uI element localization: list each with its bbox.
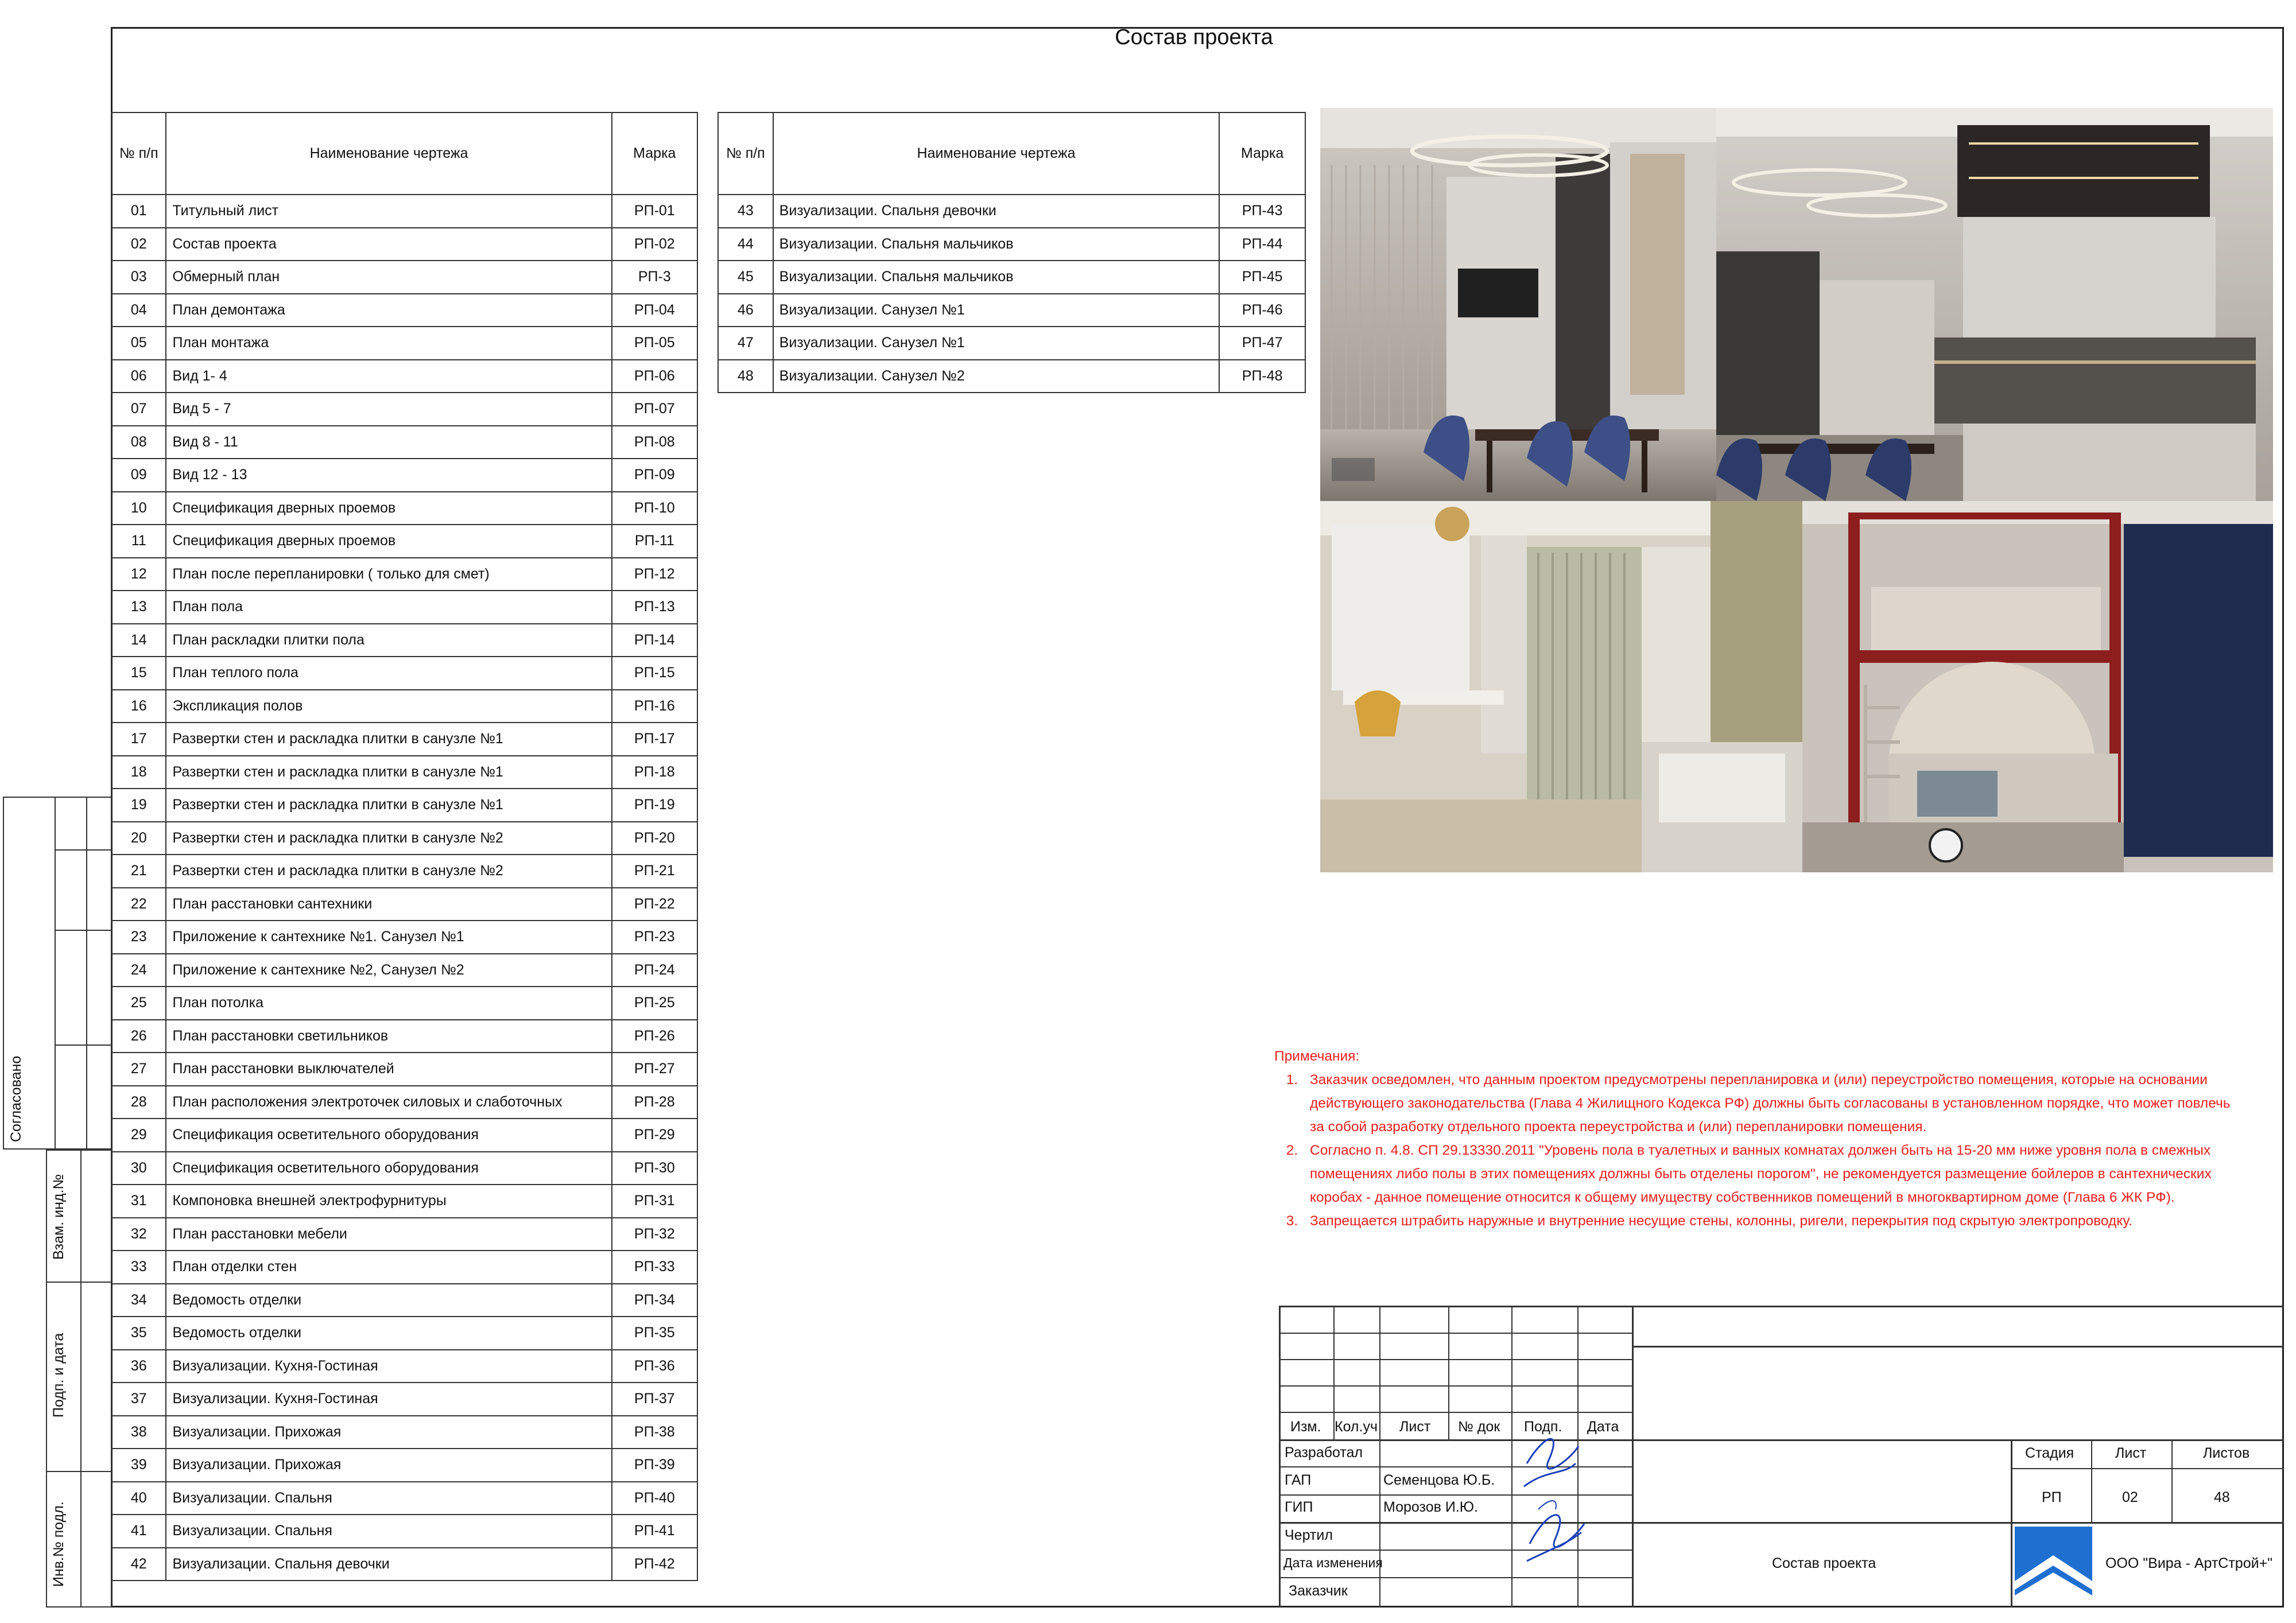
table-row <box>718 327 1305 360</box>
row-mark: РП-12 <box>612 558 697 591</box>
table-row <box>111 624 697 657</box>
row-name: Визуализации. Санузел №2 <box>773 360 1220 393</box>
table-row <box>111 1449 697 1482</box>
row-name: Развертки стен и раскладка плитки в санузле №1 <box>166 789 611 822</box>
table-row <box>718 261 1305 294</box>
table-row <box>111 1416 697 1449</box>
table-row <box>111 1218 697 1251</box>
row-number: 27 <box>111 1053 166 1086</box>
col-header-num: № п/п <box>111 112 166 195</box>
table-row <box>111 195 697 228</box>
col-header-name: Наименование чертежа <box>773 112 1220 195</box>
note-text: помещениях либо полы в этих помещениях должны быть отделены порогом", не рекомендуется размещение бойлеров в сантехнических <box>1310 1166 2212 1182</box>
row-number: 39 <box>111 1449 166 1482</box>
row-name: Спецификация осветительного оборудования <box>166 1119 611 1152</box>
note-line <box>1274 1186 2262 1209</box>
table-row <box>111 1383 697 1416</box>
stamp-rule <box>1632 1346 2284 1348</box>
note-text: Согласно п. 4.8. СП 29.13330.2011 "Уровень пола в туалетных и ванных комнатах должен быть на 15-20 мм ниже уровня пола в смежных <box>1310 1143 2211 1158</box>
table-row <box>111 921 697 954</box>
row-number: 40 <box>111 1482 166 1515</box>
row-name: Развертки стен и раскладка плитки в санузле №2 <box>166 822 611 855</box>
row-name: Развертки стен и раскладка плитки в санузле №2 <box>166 855 611 888</box>
row-number: 02 <box>111 228 166 261</box>
row-number: 12 <box>111 558 166 591</box>
row-mark: РП-30 <box>612 1152 697 1185</box>
row-number: 32 <box>111 1218 166 1251</box>
row-mark: РП-37 <box>612 1383 697 1416</box>
row-number: 33 <box>111 1251 166 1284</box>
row-number: 24 <box>111 954 166 987</box>
row-number: 15 <box>111 657 166 690</box>
row-number: 11 <box>111 525 166 558</box>
row-mark: РП-21 <box>612 855 697 888</box>
col-header-num: № п/п <box>718 112 773 195</box>
row-mark: РП-08 <box>612 426 697 459</box>
stamp-rule <box>1448 1306 1449 1439</box>
boys-bedroom-render <box>1802 501 2273 872</box>
note-number <box>1274 1162 1310 1186</box>
row-mark: РП-40 <box>612 1482 697 1515</box>
agreement-divider <box>55 930 112 931</box>
row-number: 16 <box>111 690 166 723</box>
stamp-rule <box>2171 1439 2173 1524</box>
row-number: 01 <box>111 195 166 228</box>
row-mark: РП-20 <box>612 822 697 855</box>
table-row <box>111 855 697 888</box>
note-line <box>1274 1139 2262 1162</box>
stamp-header-podp: Подп. <box>1524 1419 1562 1435</box>
row-number: 09 <box>111 459 166 492</box>
row-mark: РП-10 <box>612 492 697 525</box>
drawings-table-left <box>111 112 698 1581</box>
note-line <box>1274 1092 2262 1115</box>
row-name: Спецификация дверных проемов <box>166 525 611 558</box>
row-mark: РП-13 <box>612 591 697 624</box>
row-mark: РП-36 <box>612 1350 697 1383</box>
row-name: План после перепланировки ( только для смет) <box>166 558 611 591</box>
table-header-row <box>111 112 697 195</box>
row-mark: РП-46 <box>1219 294 1305 327</box>
row-mark: РП-41 <box>612 1515 697 1548</box>
row-number: 18 <box>111 756 166 789</box>
notes-block <box>1274 1045 2262 1233</box>
row-name: Вид 1- 4 <box>166 360 611 393</box>
table-row <box>111 294 697 327</box>
row-mark: РП-17 <box>612 723 697 756</box>
row-mark: РП-24 <box>612 954 697 987</box>
row-name: Визуализации. Санузел №1 <box>773 327 1220 360</box>
sheets-value: 48 <box>2214 1489 2230 1505</box>
agreement-divider <box>55 849 112 851</box>
table-row <box>111 987 697 1020</box>
role-customer: Заказчик <box>1289 1583 1348 1599</box>
drawings-table-right <box>718 112 1306 393</box>
row-mark: РП-26 <box>612 1020 697 1053</box>
row-name: Ведомость отделки <box>166 1284 611 1317</box>
row-name: Визуализации. Прихожая <box>166 1449 611 1482</box>
row-name: План расстановки сантехники <box>166 888 611 921</box>
row-mark: РП-25 <box>612 987 697 1020</box>
col-header-name: Наименование чертежа <box>166 112 611 195</box>
inv-original-label: Инв.№ подл. <box>51 1501 67 1587</box>
stamp-rule <box>1632 1306 1634 1608</box>
table-row <box>111 1350 697 1383</box>
row-mark: РП-47 <box>1219 327 1305 360</box>
stage-value: РП <box>2042 1489 2062 1505</box>
row-number: 47 <box>718 327 773 360</box>
inv-replace-label: Взам. инд.№ <box>51 1174 67 1260</box>
row-mark: РП-43 <box>1219 195 1305 228</box>
note-number <box>1274 1115 1310 1139</box>
row-name: План монтажа <box>166 327 611 360</box>
row-mark: РП-42 <box>612 1548 697 1581</box>
row-number: 08 <box>111 426 166 459</box>
agreed-label: Согласовано <box>8 1055 24 1142</box>
stamp-header-koluch: Кол.уч <box>1335 1419 1378 1435</box>
stamp-rule <box>1279 1577 1632 1578</box>
table-row <box>111 327 697 360</box>
table-row <box>111 657 697 690</box>
stage-label: Стадия <box>2025 1445 2074 1461</box>
table-row <box>111 756 697 789</box>
row-mark: РП-33 <box>612 1251 697 1284</box>
table-row <box>111 426 697 459</box>
signature-mark <box>1515 1429 1601 1567</box>
company-name: ООО "Вира - АртСтрой+" <box>2105 1555 2273 1571</box>
stamp-rule <box>2091 1439 2092 1524</box>
row-name: Титульный лист <box>166 195 611 228</box>
row-mark: РП-04 <box>612 294 697 327</box>
stamp-rule <box>2011 1439 2012 1608</box>
sheet-label: Лист <box>2115 1445 2147 1461</box>
row-name: План потолка <box>166 987 611 1020</box>
row-mark: РП-14 <box>612 624 697 657</box>
row-name: Визуализации. Спальня мальчиков <box>773 261 1220 294</box>
stamp-rule <box>2011 1522 2284 1524</box>
note-line <box>1274 1068 2262 1092</box>
row-number: 04 <box>111 294 166 327</box>
row-name: План теплого пола <box>166 657 611 690</box>
row-name: План расстановки мебели <box>166 1218 611 1251</box>
row-number: 25 <box>111 987 166 1020</box>
row-mark: РП-23 <box>612 921 697 954</box>
stamp-rule <box>1279 1439 2284 1441</box>
row-name: Приложение к сантехнике №1. Санузел №1 <box>166 921 611 954</box>
row-mark: РП-44 <box>1219 228 1305 261</box>
note-text: Запрещается штрабить наружные и внутренние несущие стены, колонны, ригели, перекрытия под скрытую электропроводку. <box>1310 1213 2132 1229</box>
row-name: Визуализации. Спальня девочки <box>773 195 1220 228</box>
row-name: Визуализации. Спальня <box>166 1515 611 1548</box>
row-mark: РП-15 <box>612 657 697 690</box>
row-number: 46 <box>718 294 773 327</box>
page-title: Состав проекта <box>1115 25 1273 49</box>
col-header-mark: Марка <box>1219 112 1305 195</box>
row-number: 43 <box>718 195 773 228</box>
note-text: Заказчик осведомлен, что данным проектом предусмотрены перепланировка и (или) переустройство помещения, которые на основании <box>1310 1072 2208 1088</box>
row-number: 38 <box>111 1416 166 1449</box>
inventory-divider <box>46 1282 112 1283</box>
row-name: Вид 8 - 11 <box>166 426 611 459</box>
row-name: Развертки стен и раскладка плитки в санузле №1 <box>166 756 611 789</box>
row-number: 29 <box>111 1119 166 1152</box>
role-drafted: Чертил <box>1285 1527 1333 1543</box>
row-name: Приложение к сантехнике №2, Санузел №2 <box>166 954 611 987</box>
table-row <box>111 1548 697 1581</box>
stamp-rule <box>2011 1468 2284 1469</box>
girls-bedroom-render <box>1320 501 1802 872</box>
row-number: 05 <box>111 327 166 360</box>
note-line <box>1274 1115 2262 1139</box>
row-mark: РП-09 <box>612 459 697 492</box>
role-developed: Разработал <box>1285 1445 1363 1461</box>
stamp-rule <box>1511 1306 1512 1608</box>
gap-name: Семенцова Ю.Б. <box>1383 1472 1495 1488</box>
table-row <box>111 888 697 921</box>
row-mark: РП-31 <box>612 1185 697 1218</box>
row-mark: РП-35 <box>612 1317 697 1350</box>
row-number: 03 <box>111 261 166 294</box>
role-gip: ГИП <box>1285 1499 1313 1515</box>
table-row <box>718 228 1305 261</box>
table-row <box>718 360 1305 393</box>
note-number: 1. <box>1286 1072 1298 1088</box>
row-name: План раскладки плитки пола <box>166 624 611 657</box>
table-row <box>718 294 1305 327</box>
row-mark: РП-45 <box>1219 261 1305 294</box>
table-row <box>111 1482 697 1515</box>
signature-date-label: Подп. и дата <box>51 1333 67 1418</box>
stamp-rule <box>1279 1359 1632 1360</box>
company-logo-icon <box>2015 1527 2092 1601</box>
table-row <box>111 228 697 261</box>
row-number: 30 <box>111 1152 166 1185</box>
note-number: 2. <box>1286 1143 1298 1158</box>
stamp-header-list: Лист <box>1399 1419 1431 1435</box>
row-name: План отделки стен <box>166 1251 611 1284</box>
table-row <box>111 591 697 624</box>
row-name: План демонтажа <box>166 294 611 327</box>
row-number: 31 <box>111 1185 166 1218</box>
row-name: План расстановки светильников <box>166 1020 611 1053</box>
stamp-rule <box>1279 1333 1632 1334</box>
agreement-divider <box>55 1045 112 1046</box>
col-header-mark: Марка <box>612 112 697 195</box>
note-text: коробах - данное помещение относится к общему имуществу собственников помещений в многоквартирном доме (Глава 6 ЖК РФ). <box>1310 1190 2175 1205</box>
row-number: 10 <box>111 492 166 525</box>
note-number <box>1274 1092 1310 1115</box>
stamp-header-data: Дата <box>1587 1419 1619 1435</box>
row-mark: РП-32 <box>612 1218 697 1251</box>
table-row <box>111 690 697 723</box>
table-row <box>111 558 697 591</box>
inventory-divider <box>80 1150 82 1608</box>
table-row <box>718 195 1305 228</box>
row-mark: РП-19 <box>612 789 697 822</box>
row-name: Визуализации. Спальня <box>166 1482 611 1515</box>
table-header-row <box>718 112 1305 195</box>
kitchen-living-render-left <box>1320 108 1716 501</box>
row-name: Визуализации. Санузел №1 <box>773 294 1220 327</box>
row-name: Вид 12 - 13 <box>166 459 611 492</box>
table-row <box>111 1284 697 1317</box>
table-row <box>111 1020 697 1053</box>
row-number: 35 <box>111 1317 166 1350</box>
row-number: 48 <box>718 360 773 393</box>
row-number: 07 <box>111 393 166 426</box>
row-number: 23 <box>111 921 166 954</box>
row-number: 41 <box>111 1515 166 1548</box>
stamp-header-ndoc: № док <box>1458 1419 1500 1435</box>
row-name: Обмерный план <box>166 261 611 294</box>
role-gap: ГАП <box>1285 1472 1312 1488</box>
row-number: 13 <box>111 591 166 624</box>
table-row <box>111 261 697 294</box>
kitchen-living-render-right <box>1716 108 2273 501</box>
row-name: Экспликация полов <box>166 690 611 723</box>
table-row <box>111 492 697 525</box>
row-number: 17 <box>111 723 166 756</box>
row-name: Компоновка внешней электрофурнитуры <box>166 1185 611 1218</box>
row-name: Визуализации. Кухня-Гостиная <box>166 1383 611 1416</box>
row-mark: РП-11 <box>612 525 697 558</box>
stamp-header-izm: Изм. <box>1290 1419 1321 1435</box>
row-name: Визуализации. Кухня-Гостиная <box>166 1350 611 1383</box>
row-number: 22 <box>111 888 166 921</box>
row-number: 21 <box>111 855 166 888</box>
row-mark: РП-22 <box>612 888 697 921</box>
note-number: 3. <box>1286 1213 1298 1229</box>
inventory-divider <box>46 1471 112 1472</box>
row-mark: РП-48 <box>1219 360 1305 393</box>
row-name: План пола <box>166 591 611 624</box>
row-mark: РП-02 <box>612 228 697 261</box>
row-number: 26 <box>111 1020 166 1053</box>
role-change-date: Дата изменения <box>1283 1555 1383 1570</box>
notes-heading: Примечания: <box>1274 1049 1360 1064</box>
table-row <box>111 393 697 426</box>
row-number: 45 <box>718 261 773 294</box>
table-row <box>111 789 697 822</box>
table-row <box>111 1119 697 1152</box>
row-mark: РП-38 <box>612 1416 697 1449</box>
row-number: 20 <box>111 822 166 855</box>
row-name: Визуализации. Спальня девочки <box>166 1548 611 1581</box>
gip-name: Морозов И.Ю. <box>1383 1499 1478 1515</box>
row-number: 34 <box>111 1284 166 1317</box>
table-row <box>111 1515 697 1548</box>
note-line <box>1274 1209 2262 1233</box>
row-mark: РП-16 <box>612 690 697 723</box>
table-row <box>111 1152 697 1185</box>
stamp-rule <box>1279 1412 1632 1413</box>
table-row <box>111 360 697 393</box>
row-number: 06 <box>111 360 166 393</box>
row-mark: РП-18 <box>612 756 697 789</box>
row-mark: РП-28 <box>612 1086 697 1119</box>
row-name: Вид 5 - 7 <box>166 393 611 426</box>
sheets-label: Листов <box>2203 1445 2250 1461</box>
row-name: Спецификация осветительного оборудования <box>166 1152 611 1185</box>
table-row <box>111 1185 697 1218</box>
row-mark: РП-34 <box>612 1284 697 1317</box>
sheet-title: Состав проекта <box>1772 1555 1876 1571</box>
note-number <box>1274 1186 1310 1209</box>
table-row <box>111 954 697 987</box>
row-mark: РП-3 <box>612 261 697 294</box>
note-line <box>1274 1162 2262 1186</box>
row-name: Визуализации. Спальня мальчиков <box>773 228 1220 261</box>
row-number: 42 <box>111 1548 166 1581</box>
row-mark: РП-06 <box>612 360 697 393</box>
table-row <box>111 1053 697 1086</box>
note-text: действующего законодательства (Глава 4 Жилищного Кодекса РФ) должны быть согласованы в установленном порядке, что может повлечь <box>1310 1096 2231 1111</box>
row-name: Ведомость отделки <box>166 1317 611 1350</box>
row-mark: РП-07 <box>612 393 697 426</box>
sheet-value: 02 <box>2122 1489 2138 1505</box>
table-row <box>111 459 697 492</box>
table-row <box>111 1251 697 1284</box>
table-row <box>111 525 697 558</box>
row-number: 44 <box>718 228 773 261</box>
row-name: План расстановки выключателей <box>166 1053 611 1086</box>
row-name: Спецификация дверных проемов <box>166 492 611 525</box>
row-mark: РП-29 <box>612 1119 697 1152</box>
row-number: 14 <box>111 624 166 657</box>
row-number: 28 <box>111 1086 166 1119</box>
row-mark: РП-01 <box>612 195 697 228</box>
row-mark: РП-27 <box>612 1053 697 1086</box>
note-text: за собой разработку отдельного проекта переустройства и (или) перепланировки помещения. <box>1310 1119 1927 1135</box>
row-number: 19 <box>111 789 166 822</box>
table-row <box>111 723 697 756</box>
row-mark: РП-05 <box>612 327 697 360</box>
table-row <box>111 1317 697 1350</box>
row-number: 37 <box>111 1383 166 1416</box>
row-name: Состав проекта <box>166 228 611 261</box>
stamp-rule <box>1279 1385 1632 1387</box>
row-mark: РП-39 <box>612 1449 697 1482</box>
table-row <box>111 1086 697 1119</box>
row-name: Развертки стен и раскладка плитки в санузле №1 <box>166 723 611 756</box>
table-row <box>111 822 697 855</box>
row-name: Визуализации. Прихожая <box>166 1416 611 1449</box>
row-number: 36 <box>111 1350 166 1383</box>
row-name: План расположения электроточек силовых и слаботочных <box>166 1086 611 1119</box>
